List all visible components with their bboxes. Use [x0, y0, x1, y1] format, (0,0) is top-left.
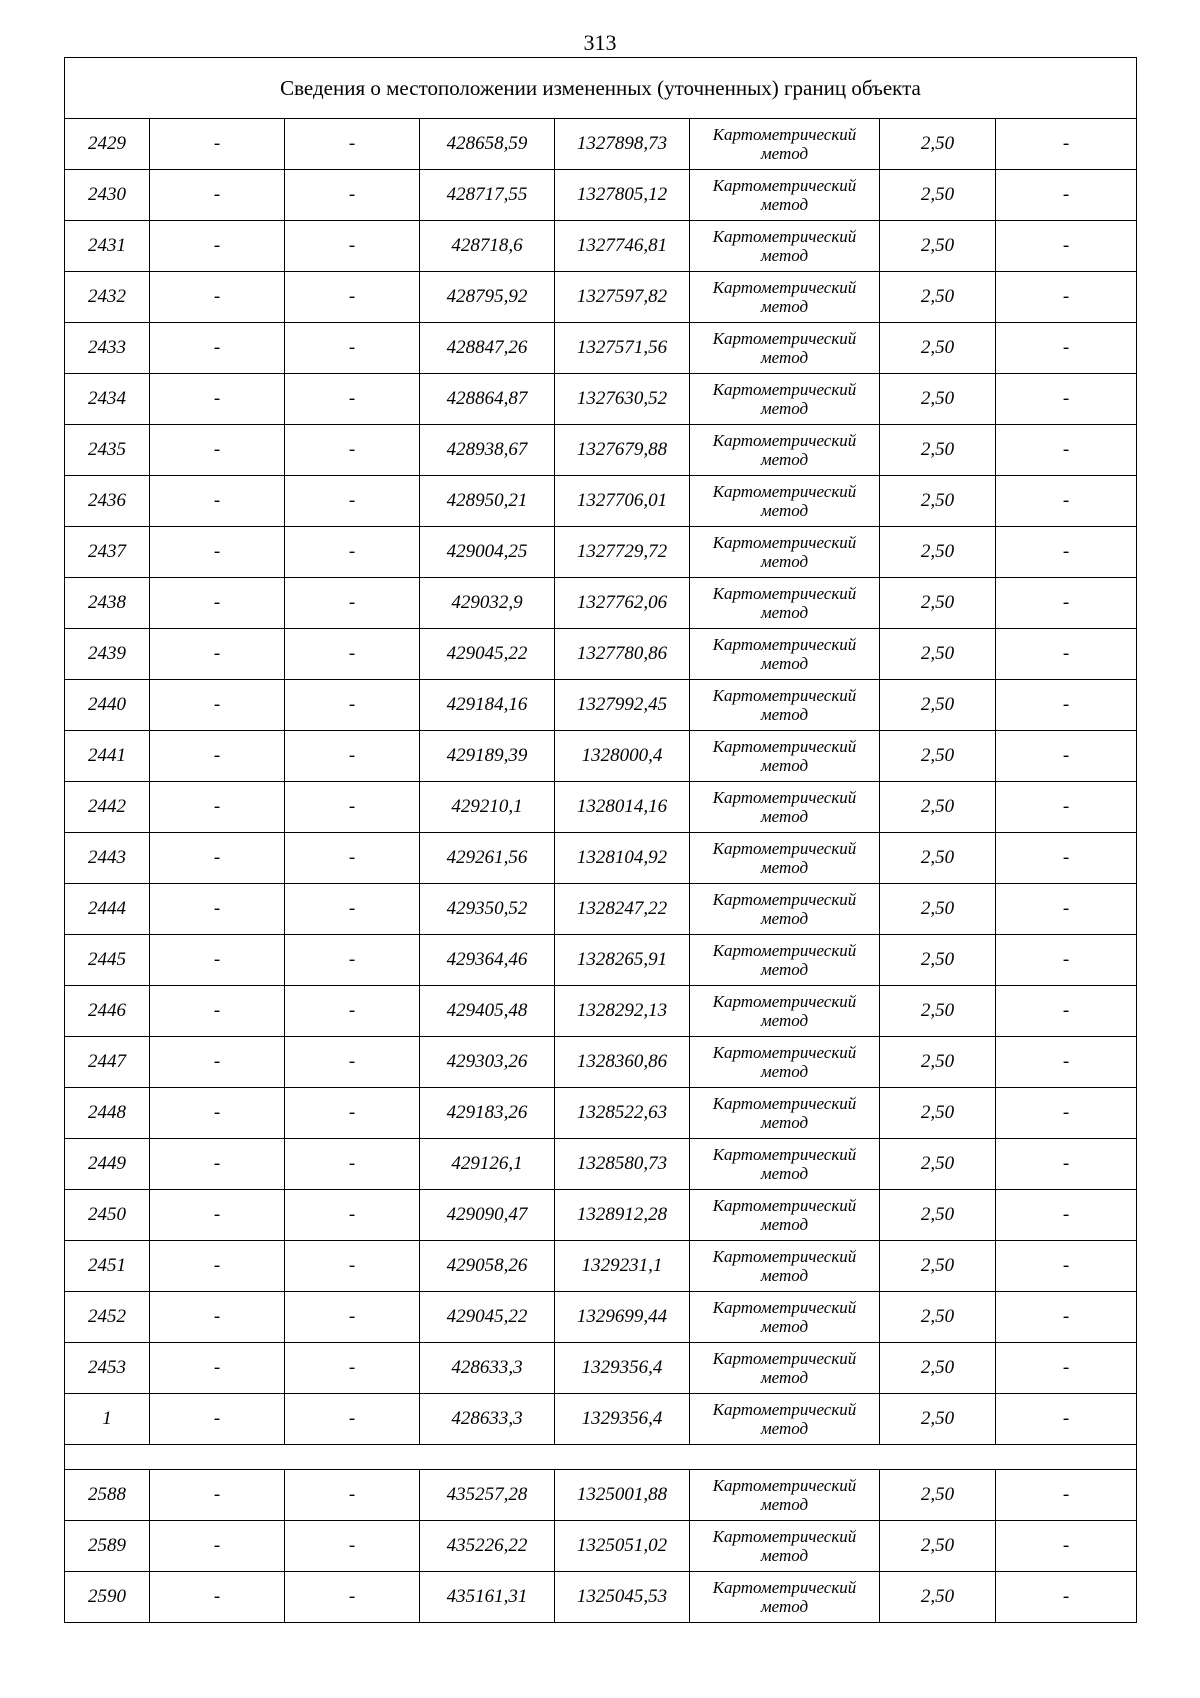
dash-cell: - — [996, 1470, 1137, 1521]
x-coordinate-cell: 428658,59 — [420, 119, 555, 170]
y-coordinate-cell: 1328247,22 — [555, 884, 690, 935]
dash-cell: - — [285, 1037, 420, 1088]
dash-cell: - — [150, 1037, 285, 1088]
x-coordinate-cell: 435161,31 — [420, 1572, 555, 1623]
y-coordinate-cell: 1325001,88 — [555, 1470, 690, 1521]
dash-cell: - — [285, 323, 420, 374]
dash-cell: - — [150, 1241, 285, 1292]
dash-cell: - — [285, 1190, 420, 1241]
y-coordinate-cell: 1327780,86 — [555, 629, 690, 680]
dash-cell: - — [285, 425, 420, 476]
y-coordinate-cell: 1328580,73 — [555, 1139, 690, 1190]
dash-cell: - — [150, 1190, 285, 1241]
table-row — [65, 680, 1137, 731]
x-coordinate-cell: 428633,3 — [420, 1394, 555, 1445]
table-row — [65, 1292, 1137, 1343]
point-number-cell: 2448 — [65, 1088, 150, 1139]
dash-cell: - — [285, 221, 420, 272]
method-cell: Картометрический метод — [690, 833, 880, 884]
dash-cell: - — [996, 629, 1137, 680]
dash-cell: - — [285, 1292, 420, 1343]
y-coordinate-cell: 1329356,4 — [555, 1343, 690, 1394]
x-coordinate-cell: 428847,26 — [420, 323, 555, 374]
dash-cell: - — [150, 1139, 285, 1190]
page-number: 313 — [583, 30, 617, 55]
x-coordinate-cell: 429004,25 — [420, 527, 555, 578]
x-coordinate-cell: 429045,22 — [420, 629, 555, 680]
point-number-cell: 2445 — [65, 935, 150, 986]
x-coordinate-cell: 429189,39 — [420, 731, 555, 782]
x-coordinate-cell: 429303,26 — [420, 1037, 555, 1088]
method-cell: Картометрический метод — [690, 1037, 880, 1088]
x-coordinate-cell: 429090,47 — [420, 1190, 555, 1241]
y-coordinate-cell: 1327746,81 — [555, 221, 690, 272]
point-number-cell: 2440 — [65, 680, 150, 731]
accuracy-cell: 2,50 — [880, 986, 996, 1037]
method-cell: Картометрический метод — [690, 986, 880, 1037]
dash-cell: - — [285, 476, 420, 527]
dash-cell: - — [996, 272, 1137, 323]
dash-cell: - — [285, 1343, 420, 1394]
method-cell: Картометрический метод — [690, 425, 880, 476]
y-coordinate-cell: 1328522,63 — [555, 1088, 690, 1139]
table-row — [65, 884, 1137, 935]
dash-cell: - — [285, 629, 420, 680]
method-cell: Картометрический метод — [690, 629, 880, 680]
x-coordinate-cell: 429210,1 — [420, 782, 555, 833]
method-cell: Картометрический метод — [690, 1470, 880, 1521]
y-coordinate-cell: 1327729,72 — [555, 527, 690, 578]
dash-cell: - — [996, 731, 1137, 782]
dash-cell: - — [996, 986, 1137, 1037]
dash-cell: - — [996, 1139, 1137, 1190]
table-row — [65, 527, 1137, 578]
table-row — [65, 170, 1137, 221]
y-coordinate-cell: 1328360,86 — [555, 1037, 690, 1088]
y-coordinate-cell: 1327679,88 — [555, 425, 690, 476]
dash-cell: - — [285, 578, 420, 629]
accuracy-cell: 2,50 — [880, 629, 996, 680]
y-coordinate-cell: 1328292,13 — [555, 986, 690, 1037]
point-number-cell: 2590 — [65, 1572, 150, 1623]
dash-cell: - — [150, 170, 285, 221]
method-cell: Картометрический метод — [690, 1139, 880, 1190]
method-cell: Картометрический метод — [690, 578, 880, 629]
y-coordinate-cell: 1329231,1 — [555, 1241, 690, 1292]
point-number-cell: 2438 — [65, 578, 150, 629]
dash-cell: - — [150, 1521, 285, 1572]
accuracy-cell: 2,50 — [880, 1241, 996, 1292]
dash-cell: - — [150, 527, 285, 578]
dash-cell: - — [285, 1521, 420, 1572]
dash-cell: - — [996, 170, 1137, 221]
accuracy-cell: 2,50 — [880, 833, 996, 884]
table-title: Сведения о местоположении измененных (уточненных) границ объекта — [65, 58, 1137, 119]
dash-cell: - — [996, 833, 1137, 884]
point-number-cell: 2439 — [65, 629, 150, 680]
dash-cell: - — [285, 119, 420, 170]
table-row — [65, 272, 1137, 323]
y-coordinate-cell: 1327992,45 — [555, 680, 690, 731]
point-number-cell: 2452 — [65, 1292, 150, 1343]
dash-cell: - — [285, 1139, 420, 1190]
dash-cell: - — [150, 680, 285, 731]
method-cell: Картометрический метод — [690, 1241, 880, 1292]
dash-cell: - — [996, 680, 1137, 731]
method-cell: Картометрический метод — [690, 1190, 880, 1241]
y-coordinate-cell: 1328912,28 — [555, 1190, 690, 1241]
dash-cell: - — [996, 782, 1137, 833]
x-coordinate-cell: 429183,26 — [420, 1088, 555, 1139]
point-number-cell: 2435 — [65, 425, 150, 476]
y-coordinate-cell: 1328014,16 — [555, 782, 690, 833]
dash-cell: - — [996, 1037, 1137, 1088]
dash-cell: - — [285, 527, 420, 578]
x-coordinate-cell: 428718,6 — [420, 221, 555, 272]
dash-cell: - — [150, 221, 285, 272]
table-row — [65, 1190, 1137, 1241]
method-cell: Картометрический метод — [690, 1572, 880, 1623]
point-number-cell: 2449 — [65, 1139, 150, 1190]
table-row — [65, 1139, 1137, 1190]
dash-cell: - — [150, 578, 285, 629]
method-cell: Картометрический метод — [690, 782, 880, 833]
dash-cell: - — [996, 1190, 1137, 1241]
dash-cell: - — [996, 1572, 1137, 1623]
table-row — [65, 1037, 1137, 1088]
accuracy-cell: 2,50 — [880, 884, 996, 935]
separator-cell — [65, 1445, 1137, 1470]
y-coordinate-cell: 1327571,56 — [555, 323, 690, 374]
point-number-cell: 2429 — [65, 119, 150, 170]
accuracy-cell: 2,50 — [880, 782, 996, 833]
dash-cell: - — [150, 629, 285, 680]
table-row — [65, 323, 1137, 374]
dash-cell: - — [996, 425, 1137, 476]
accuracy-cell: 2,50 — [880, 170, 996, 221]
table-row — [65, 782, 1137, 833]
method-cell: Картометрический метод — [690, 170, 880, 221]
y-coordinate-cell: 1327805,12 — [555, 170, 690, 221]
dash-cell: - — [150, 1394, 285, 1445]
point-number-cell: 2436 — [65, 476, 150, 527]
x-coordinate-cell: 429058,26 — [420, 1241, 555, 1292]
method-cell: Картометрический метод — [690, 731, 880, 782]
x-coordinate-cell: 428633,3 — [420, 1343, 555, 1394]
point-number-cell: 2451 — [65, 1241, 150, 1292]
y-coordinate-cell: 1325051,02 — [555, 1521, 690, 1572]
table-row — [65, 578, 1137, 629]
accuracy-cell: 2,50 — [880, 476, 996, 527]
dash-cell: - — [150, 935, 285, 986]
dash-cell: - — [285, 272, 420, 323]
accuracy-cell: 2,50 — [880, 1470, 996, 1521]
table-row — [65, 374, 1137, 425]
y-coordinate-cell: 1329356,4 — [555, 1394, 690, 1445]
x-coordinate-cell: 428717,55 — [420, 170, 555, 221]
accuracy-cell: 2,50 — [880, 1343, 996, 1394]
x-coordinate-cell: 429405,48 — [420, 986, 555, 1037]
method-cell: Картометрический метод — [690, 884, 880, 935]
point-number-cell: 2433 — [65, 323, 150, 374]
dash-cell: - — [285, 731, 420, 782]
dash-cell: - — [996, 578, 1137, 629]
method-cell: Картометрический метод — [690, 1088, 880, 1139]
x-coordinate-cell: 429364,46 — [420, 935, 555, 986]
dash-cell: - — [996, 1394, 1137, 1445]
dash-cell: - — [285, 1470, 420, 1521]
accuracy-cell: 2,50 — [880, 323, 996, 374]
dash-cell: - — [285, 170, 420, 221]
x-coordinate-cell: 429126,1 — [420, 1139, 555, 1190]
dash-cell: - — [996, 1088, 1137, 1139]
dash-cell: - — [996, 1241, 1137, 1292]
dash-cell: - — [285, 782, 420, 833]
point-number-cell: 2450 — [65, 1190, 150, 1241]
accuracy-cell: 2,50 — [880, 1521, 996, 1572]
y-coordinate-cell: 1328104,92 — [555, 833, 690, 884]
dash-cell: - — [996, 323, 1137, 374]
dash-cell: - — [996, 374, 1137, 425]
method-cell: Картометрический метод — [690, 527, 880, 578]
table-row — [65, 731, 1137, 782]
accuracy-cell: 2,50 — [880, 272, 996, 323]
method-cell: Картометрический метод — [690, 1343, 880, 1394]
table-row — [65, 833, 1137, 884]
accuracy-cell: 2,50 — [880, 731, 996, 782]
accuracy-cell: 2,50 — [880, 1292, 996, 1343]
accuracy-cell: 2,50 — [880, 374, 996, 425]
accuracy-cell: 2,50 — [880, 221, 996, 272]
y-coordinate-cell: 1327762,06 — [555, 578, 690, 629]
dash-cell: - — [150, 119, 285, 170]
table-row — [65, 1470, 1137, 1521]
accuracy-cell: 2,50 — [880, 1572, 996, 1623]
accuracy-cell: 2,50 — [880, 1394, 996, 1445]
x-coordinate-cell: 429045,22 — [420, 1292, 555, 1343]
dash-cell: - — [996, 935, 1137, 986]
dash-cell: - — [150, 1088, 285, 1139]
method-cell: Картометрический метод — [690, 935, 880, 986]
x-coordinate-cell: 428950,21 — [420, 476, 555, 527]
point-number-cell: 2432 — [65, 272, 150, 323]
dash-cell: - — [150, 425, 285, 476]
dash-cell: - — [150, 833, 285, 884]
dash-cell: - — [285, 884, 420, 935]
y-coordinate-cell: 1327898,73 — [555, 119, 690, 170]
method-cell: Картометрический метод — [690, 323, 880, 374]
dash-cell: - — [150, 323, 285, 374]
table-title-row — [65, 58, 1137, 119]
dash-cell: - — [285, 680, 420, 731]
point-number-cell: 2589 — [65, 1521, 150, 1572]
boundary-coordinates-table — [64, 57, 1137, 1623]
accuracy-cell: 2,50 — [880, 680, 996, 731]
accuracy-cell: 2,50 — [880, 1088, 996, 1139]
point-number-cell: 2453 — [65, 1343, 150, 1394]
dash-cell: - — [285, 833, 420, 884]
point-number-cell: 2434 — [65, 374, 150, 425]
method-cell: Картометрический метод — [690, 221, 880, 272]
x-coordinate-cell: 429032,9 — [420, 578, 555, 629]
accuracy-cell: 2,50 — [880, 527, 996, 578]
dash-cell: - — [150, 1343, 285, 1394]
accuracy-cell: 2,50 — [880, 578, 996, 629]
dash-cell: - — [996, 221, 1137, 272]
point-number-cell: 2441 — [65, 731, 150, 782]
table-row — [65, 425, 1137, 476]
dash-cell: - — [285, 935, 420, 986]
table-row — [65, 935, 1137, 986]
method-cell: Картометрический метод — [690, 680, 880, 731]
y-coordinate-cell: 1327597,82 — [555, 272, 690, 323]
dash-cell: - — [150, 884, 285, 935]
table-row — [65, 1343, 1137, 1394]
method-cell: Картометрический метод — [690, 1292, 880, 1343]
method-cell: Картометрический метод — [690, 1521, 880, 1572]
accuracy-cell: 2,50 — [880, 1037, 996, 1088]
accuracy-cell: 2,50 — [880, 1139, 996, 1190]
table-row — [65, 1572, 1137, 1623]
table-row — [65, 1394, 1137, 1445]
x-coordinate-cell: 428938,67 — [420, 425, 555, 476]
point-number-cell: 2444 — [65, 884, 150, 935]
dash-cell: - — [150, 1292, 285, 1343]
dash-cell: - — [285, 1572, 420, 1623]
table-row — [65, 629, 1137, 680]
dash-cell: - — [150, 1572, 285, 1623]
dash-cell: - — [996, 1521, 1137, 1572]
y-coordinate-cell: 1327706,01 — [555, 476, 690, 527]
table-row — [65, 1521, 1137, 1572]
point-number-cell: 2431 — [65, 221, 150, 272]
accuracy-cell: 2,50 — [880, 1190, 996, 1241]
dash-cell: - — [285, 986, 420, 1037]
y-coordinate-cell: 1327630,52 — [555, 374, 690, 425]
dash-cell: - — [150, 1470, 285, 1521]
y-coordinate-cell: 1328000,4 — [555, 731, 690, 782]
table-row — [65, 986, 1137, 1037]
dash-cell: - — [996, 527, 1137, 578]
x-coordinate-cell: 429350,52 — [420, 884, 555, 935]
x-coordinate-cell: 435226,22 — [420, 1521, 555, 1572]
x-coordinate-cell: 428864,87 — [420, 374, 555, 425]
method-cell: Картометрический метод — [690, 272, 880, 323]
dash-cell: - — [285, 1088, 420, 1139]
y-coordinate-cell: 1328265,91 — [555, 935, 690, 986]
method-cell: Картометрический метод — [690, 476, 880, 527]
point-number-cell: 2443 — [65, 833, 150, 884]
dash-cell: - — [150, 782, 285, 833]
accuracy-cell: 2,50 — [880, 935, 996, 986]
table-row — [65, 1241, 1137, 1292]
dash-cell: - — [996, 1343, 1137, 1394]
dash-cell: - — [285, 1241, 420, 1292]
table-row — [65, 1088, 1137, 1139]
point-number-cell: 2442 — [65, 782, 150, 833]
dash-cell: - — [996, 884, 1137, 935]
y-coordinate-cell: 1329699,44 — [555, 1292, 690, 1343]
group-separator-row — [65, 1445, 1137, 1470]
point-number-cell: 2447 — [65, 1037, 150, 1088]
table-row — [65, 221, 1137, 272]
x-coordinate-cell: 429261,56 — [420, 833, 555, 884]
point-number-cell: 2437 — [65, 527, 150, 578]
dash-cell: - — [996, 1292, 1137, 1343]
dash-cell: - — [150, 476, 285, 527]
x-coordinate-cell: 428795,92 — [420, 272, 555, 323]
x-coordinate-cell: 435257,28 — [420, 1470, 555, 1521]
point-number-cell: 2588 — [65, 1470, 150, 1521]
point-number-cell: 2430 — [65, 170, 150, 221]
point-number-cell: 1 — [65, 1394, 150, 1445]
dash-cell: - — [285, 1394, 420, 1445]
point-number-cell: 2446 — [65, 986, 150, 1037]
dash-cell: - — [150, 986, 285, 1037]
table-row — [65, 476, 1137, 527]
dash-cell: - — [150, 272, 285, 323]
dash-cell: - — [996, 476, 1137, 527]
dash-cell: - — [285, 374, 420, 425]
dash-cell: - — [150, 731, 285, 782]
y-coordinate-cell: 1325045,53 — [555, 1572, 690, 1623]
method-cell: Картометрический метод — [690, 1394, 880, 1445]
method-cell: Картометрический метод — [690, 119, 880, 170]
dash-cell: - — [996, 119, 1137, 170]
dash-cell: - — [150, 374, 285, 425]
accuracy-cell: 2,50 — [880, 425, 996, 476]
x-coordinate-cell: 429184,16 — [420, 680, 555, 731]
table-row — [65, 119, 1137, 170]
method-cell: Картометрический метод — [690, 374, 880, 425]
accuracy-cell: 2,50 — [880, 119, 996, 170]
